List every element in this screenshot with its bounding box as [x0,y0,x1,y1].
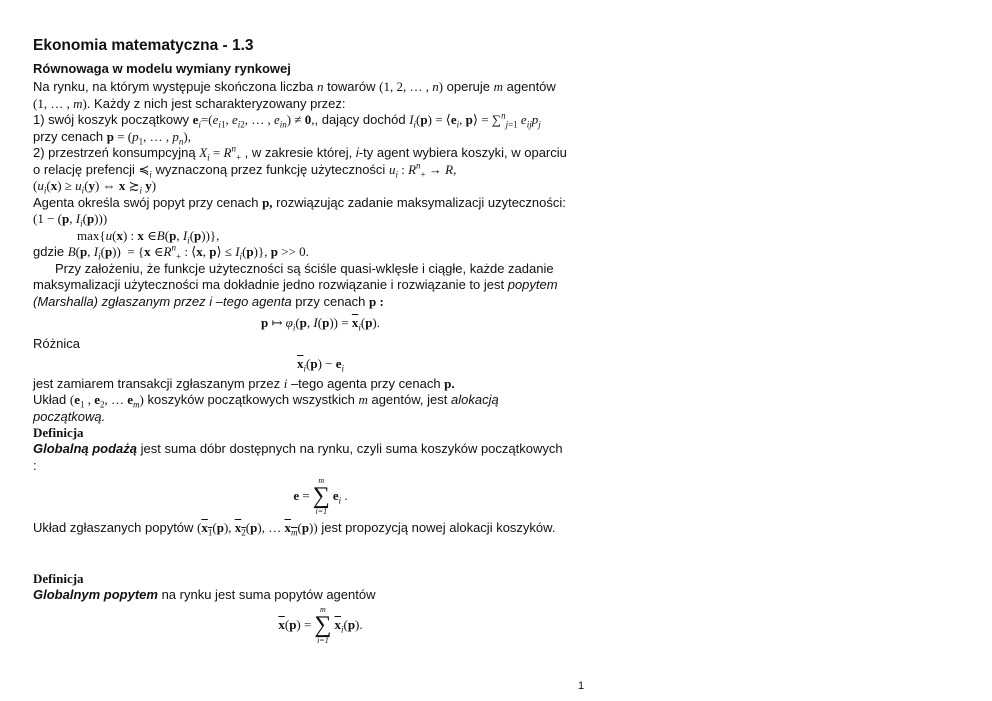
difference-equation: $\overline{x}_i(p) - e_i$ [296,356,345,374]
definition-label-2: Definicja [33,570,84,586]
global-demand-equation: $\overline{x}(p)$ = m ∑ i=1 $\overline{x}_i(p)$. [278,605,363,645]
agent-demand-paragraph: Agenta określa swój popyt przy cenach p, rozwiązując zadanie maksymalizacji uzyteczności: (1 − (p, $I_i(p)$)) max{u(x) : x ∈B(p, $I_i(p)$)}, gdzie B(p, $I_i(p)) = \{x$ $\in R^n_+$ : ⟨x, p⟩ ≤ $I_i(p)$}, p >> 0. [33,194,566,262]
proposals-paragraph: Układ zgłaszanych popytów ($x_1(p)$, $x_2(p)$, … $x_m(p)$) jest propozycją nowej alokacji koszyków. [33,520,556,538]
intro-paragraph: Na rynku, na którym występuje skończona liczba n towarów (1, 2, … , n) operuje m agentów (1, … , m). Każdy z nich jest scharakteryzowany przez: [33,79,556,111]
document-title: Ekonomia matematyczna - 1.3 [33,37,254,54]
assumption-paragraph: Przy założeniu, że funkcje użyteczności są ściśle quasi-wklęsłe i ciągłe, każde zadanie [55,260,554,276]
section-subtitle: Równowaga w modelu wymiany rynkowej [33,61,291,76]
global-supply-definition: Globalną podażą jest suma dóbr dostępnych na rynku, czyli suma koszyków początkowych : [33,441,563,473]
page-number: 1 [578,680,585,692]
roznica-label: Różnica [33,335,80,351]
global-demand-definition: Globalnym popytem na rynku jest suma popytów agentów [33,586,376,602]
item-1: 1) swój koszyk początkowy $e_i=(e_{i1}$, $e_{i2}$, … , $e_{in}) \ne 0$,, dający dochód $I_i(p)$ = $⟨e_i$, p⟩ = ∑$^n_{j=1}$ $e_{ij}p_j$ przy cenach $p = (p_1$, … , $p_n$), [33,110,541,147]
item-2: 2) przestrzeń konsumpcyjną $X_i = R^n_+$ , w zakresie której, i-ty agent wybiera koszyki, w oparciu o relację prefencji $≼_i$ wyznaczoną przez funkcję użyteczności $u_i$ : $R^n_+ \to R$, ($u_i(x) \ge u_i(y)$ ⇔ x $≿_i$ y) [33,143,567,196]
definition-label-1: Definicja [33,425,84,440]
demand-map-equation: p ↦ $\varphi_i(p$, $I(p)) = \overline{x}_i(p)$. [260,315,381,333]
global-supply-equation: e = m ∑ i=1 $e_i$ . [293,476,348,516]
document-page: Ekonomia matematyczna - 1.3 Równowaga w modelu wymiany rynkowej Na rynku, na którym występuje skończona liczba n towarów (1, 2, … , n) operuje m agentów (1, … , m). Każdy z nich jest scharakteryzowany przez: 1) swój koszyk początkowy $e_i=(e_{i1}$, $e_{i2}$, … , $e_{in}) \ne 0$,, dający dochód $I_i(p)$ = $⟨e_i$, p⟩ = ∑$^n_{j=1}$ $e_{ij}p_j$ przy cenach $p = (p_1$, … , $p_n$), 2) przestrzeń konsumpcyjną $X_i = R^n_+$ , w zakresie której, i-ty agent wybiera koszyki, w oparciu o relację prefencji $≼_i$ wyznaczoną przez funkcję użyteczności $u_i$ : $R^n_+ \to R$, ($u_i(x) \ge u_i(y)$ ⇔ x $≿_i$ y) Agenta określa swój popyt przy cenach p, rozwiązując zadanie maksymalizacji uzyteczności: (1 − (p, $I_i(p)$)) max{u(x) : x ∈B(p, $I_i(p)$)}, gdzie B(p, $I_i(p)) = \{x$ $\in R^n_+$ : ⟨x, p⟩ ≤ $I_i(p)$}, p >> 0. Przy założeniu, że funkcje użyteczności są ściśle quasi-wklęsłe i ciągłe, każde zadanie maksymalizacji użyteczności ma dokładnie jedno rozwiązanie i rozwiązanie to jest popytem (Marshalla) zgłaszanym przez i –tego agenta przy cenach p : p ↦ $\varphi_i(p$, $I(p)) = \overline{x}_i(p)$. Różnica $\overline{x}_i(p) - e_i$ jest zamiarem transakcji zgłaszanym przez i –tego agenta przy cenach p. Układ ($e_1$ , $e_2$, … $e_m$) koszyków początkowych wszystkich m agentów, jest alokacją początkową. Definicja Globalną podażą jest suma dóbr dostępnych na rynku, czyli suma koszyków początkowych : e = m ∑ i=1 $e_i$ . Układ zgłaszanych popytów ($x_1(p)$, $x_2(p)$, … $x_m(p)$) jest propozycją nowej alokacji koszyków. Definicja Globalnym popytem na rynku jest suma popytów agentów $\overline{x}(p)$ = m ∑ i=1 $\overline{x}_i(p)$. [33,36,608,647]
transaction-paragraph: jest zamiarem transakcji zgłaszanym przez i –tego agenta przy cenach p. Układ ($e_1$ , $e_2$, … $e_m$) koszyków początkowych wszystkich m agentów, jest alokacją początkową. [33,375,499,424]
